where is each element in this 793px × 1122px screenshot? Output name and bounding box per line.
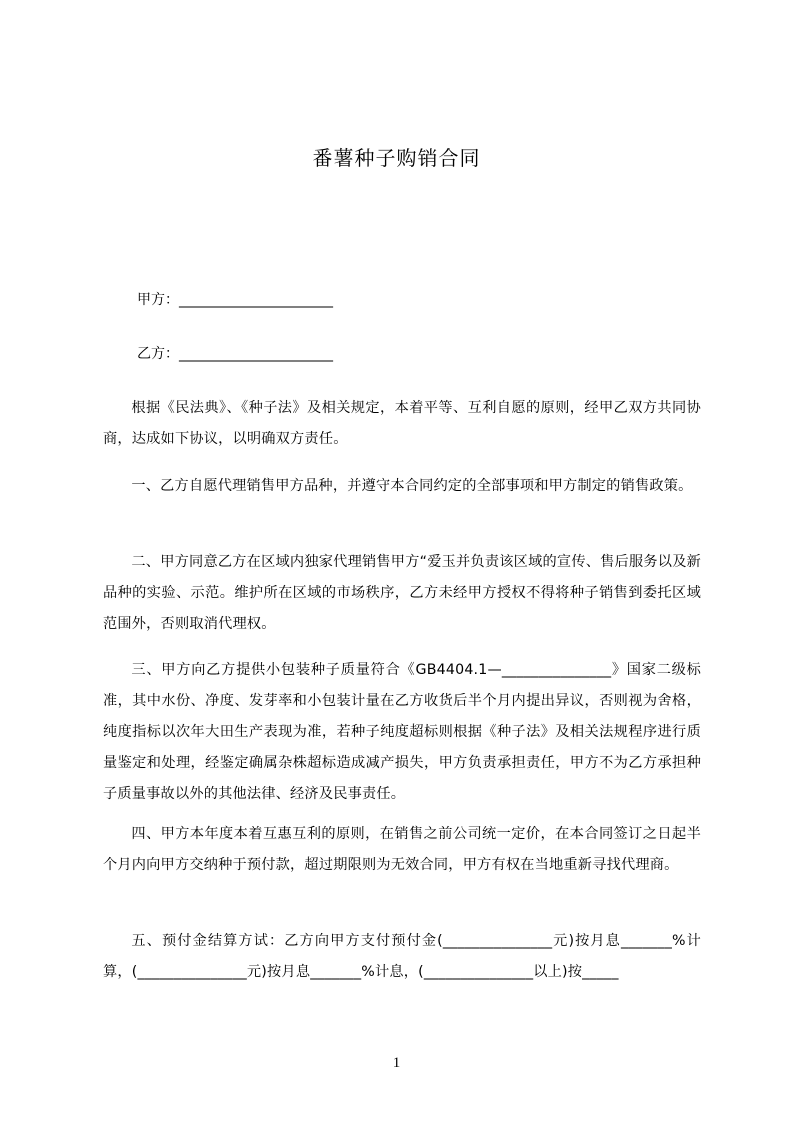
- party-a-line: 甲方：______________________: [137, 292, 333, 308]
- clause-1: 一、乙方自愿代理销售甲方品种，并遵守本合同约定的全部事项和甲方制定的销售政策。: [131, 478, 693, 494]
- clause-2: 二、甲方同意乙方在区域内独家代理销售甲方“爱玉并负责该区域的宣传、售后服务以及新品种的实验、示范。维护所在区域的市场秩序，乙方未经甲方授权不得将种子销售到委托区域范围外，否则取消代理权。: [103, 554, 701, 632]
- clause-5: 五、预付金结算方试：乙方向甲方支付预付金(_______________元)按月息_______%计算，(_______________元)按月息_______%计息，(_______________以上)按_____: [103, 933, 701, 980]
- page-title: 番薯种子购销合同: [312, 146, 481, 170]
- clause-4: 四、甲方本年度本着互惠互利的原则，在销售之前公司统一定价，在本合同签订之日起半个月内向甲方交纳种于预付款，超过期限则为无效合同，甲方有权在当地重新寻找代理商。: [103, 826, 701, 873]
- party-b-line: 乙方：______________________: [137, 346, 333, 362]
- page-number: 1: [392, 1055, 401, 1071]
- intro-paragraph: 根据《民法典》、《种子法》及相关规定，本着平等、互利自愿的原则，经甲乙双方共同协商，达成如下协议，以明确双方责任。: [103, 400, 701, 447]
- clause-3: 三、甲方向乙方提供小包装种子质量符合《GB4404.1—_______________》国家二级标准，其中水份、净度、发芽率和小包装计量在乙方收货后半个月内提出异议，否则视为舍格，纯度指标以次年大田生产表现为准，若种子纯度超标则根据《种子法》及相关法规程序进行质量鉴定和处理，经鉴定确属杂株超标造成减产损失，甲方负责承担责任，甲方不为乙方承担种子质量事故以外的其他法律、经济及民事责任。: [103, 662, 701, 802]
